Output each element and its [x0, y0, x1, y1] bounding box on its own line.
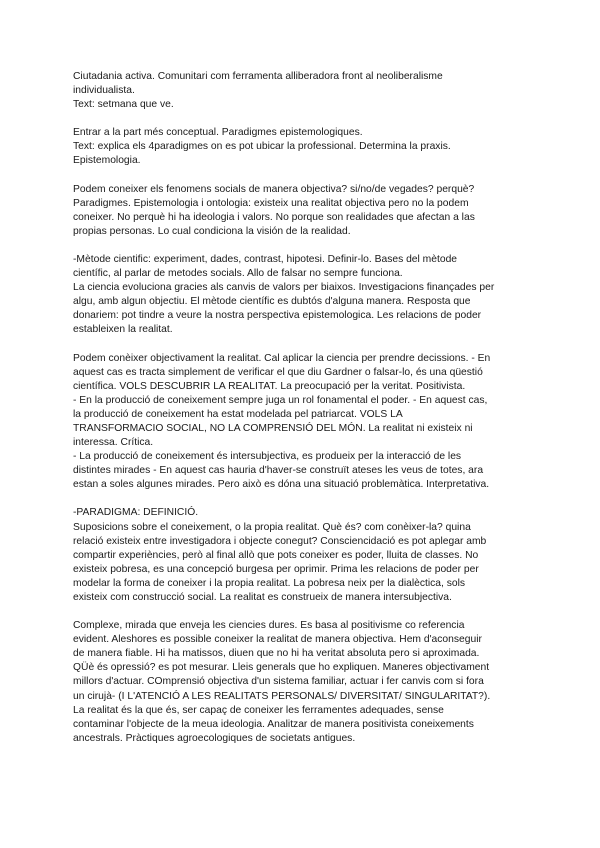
text-line: individualista. [73, 85, 135, 97]
text-line: Text: explica els 4paradigmes on es pot ubicar la professional. Determina la praxis. [73, 141, 451, 153]
paragraph [73, 352, 533, 493]
text-line: Complexe, mirada que enveja les ciencies dures. Es basa al positivisme co referencia [73, 620, 465, 632]
text-line: la producció de coneixement ha estat modelada pel patriarcat. VOLS LA [73, 408, 403, 420]
text-line: - En la producció de coneixement sempre juga un rol fonamental el poder. - En aquest cas, [73, 394, 488, 406]
text-line: estableixen la realitat. [73, 324, 173, 336]
text-line: - La producció de coneixement és intersubjectiva, es produeix per la interacció de les [73, 451, 462, 463]
paragraph [73, 619, 533, 746]
paragraph [73, 70, 533, 112]
text-line: interessa. Crítica. [73, 437, 154, 449]
text-line: Podem coneixer els fenomens socials de manera objectiva? si/no/de vegades? perquè? [73, 183, 475, 195]
text-line: evident. Aleshores es possible coneixer la realitat de manera objectiva. Hem d'aconseguir [73, 634, 482, 646]
text-line: estan a soles algunes mirades. Pero això es dóna una situació problemàtica. Interpretativa. [73, 479, 490, 491]
text-line: millors d'actuar. COmprensió objectiva d'un sistema familiar, actuar i fer canvis com si fora [73, 676, 484, 688]
document-body [73, 70, 533, 760]
text-line: Text: setmana que ve. [73, 99, 174, 111]
text-line: -Mètode cientific: experiment, dades, contrast, hipotesi. Definir-lo. Bases del mètode [73, 253, 458, 265]
text-line: Podem conèixer objectivament la realitat. Cal aplicar la ciencia per prendre decissions. - En [73, 352, 491, 364]
text-line: un cirujà- (I L'ATENCIÓ A LES REALITATS PERSONALS/ DIVERSITAT/ SINGULARITAT?). [73, 690, 491, 702]
text-line: existeix pobresa, es una concepció burgesa per oprimir. Prima les relacions de poder per [73, 563, 479, 575]
text-line: Ciutadania activa. Comunitari com ferramenta alliberadora front al neoliberalisme [73, 71, 443, 82]
text-line: de manera fiable. Hi ha matissos, diuen que no hi ha veritat absoluta pero si aproximada. [73, 648, 480, 660]
text-line: científica. VOLS DESCUBRIR LA REALITAT. La preocupació per la veritat. Positivista. [73, 380, 466, 392]
text-line: QÜè és opressió? es pot mesurar. Lleis generals que ho expliquen. Maneres objectivament [73, 662, 490, 674]
text-line: Epistemologia. [73, 155, 141, 167]
text-line: algu, amb algun objectiu. El mètode científic es dubtós d'alguna manera. Resposta que [73, 296, 471, 308]
text-line: Suposicions sobre el coneixement, o la propia realitat. Què és? com conèixer-la? quina [73, 521, 471, 533]
text-line: existeix com construcció social. La realitat es construeix de manera intersubjectiva. [73, 592, 452, 603]
text-line: distintes mirades - En aquest cas hauria d'haver-se construït ateses les veus de totes, ara [73, 465, 484, 477]
text-line: compartir experiències, però al final allò que pots coneixer es poder, lluita de classes. No [73, 549, 479, 561]
paragraph [73, 253, 533, 338]
text-line: aquest cas es tracta simplement de verificar el que diu Gardner o falsar-lo, és una qüestió [73, 366, 483, 378]
text-line: -PARADIGMA: DEFINICIÓ. [73, 507, 199, 519]
text-line: Paradigmes. Epistemologia i ontologia: existeix una realitat objectiva pero no la podem [73, 197, 469, 209]
text-line: donariem: pot tindre a veure la nostra perspectiva epistemologica. Les relacions de poder [73, 310, 482, 322]
text-line: La ciencia evoluciona gracies als canvis de valors per biaixos. Investigacions finançades per [73, 282, 495, 294]
text-line: relació existeix entre investigadora i objecte conegut? Consciencidació es pot aplegar amb [73, 535, 487, 547]
paragraph [73, 506, 533, 605]
text-line: coneixer. No perquè hi ha ideologia i valors. No porque son realidades que afectan a las [73, 211, 475, 223]
text-line: Entrar a la part més conceptual. Paradigmes epistemologiques. [73, 127, 363, 139]
text-line: modelar la forma de coneixer i la propia realitat. La pobresa neix per la dialèctica, sols [73, 577, 466, 589]
text-line: ancestrals. Pràctiques agroecologiques de societats antigues. [73, 732, 356, 744]
text-line: La realitat és la que és, ser capaç de coneixer les ferramentes adequades, sense [73, 704, 444, 716]
text-line: contaminar l'objecte de la meua ideologia. Analitzar de manera positivista coneixements [73, 718, 474, 730]
paragraph [73, 126, 533, 168]
text-line: propias personas. Lo cual condiciona la visión de la realidad. [73, 225, 351, 237]
paragraph [73, 183, 533, 239]
text-line: científic, al parlar de metodes socials. Allo de falsar no sempre funciona. [73, 268, 403, 280]
text-line: TRANSFORMACIO SOCIAL, NO LA COMPRENSIÓ DEL MÓN. La realitat ni existeix ni [73, 422, 473, 434]
